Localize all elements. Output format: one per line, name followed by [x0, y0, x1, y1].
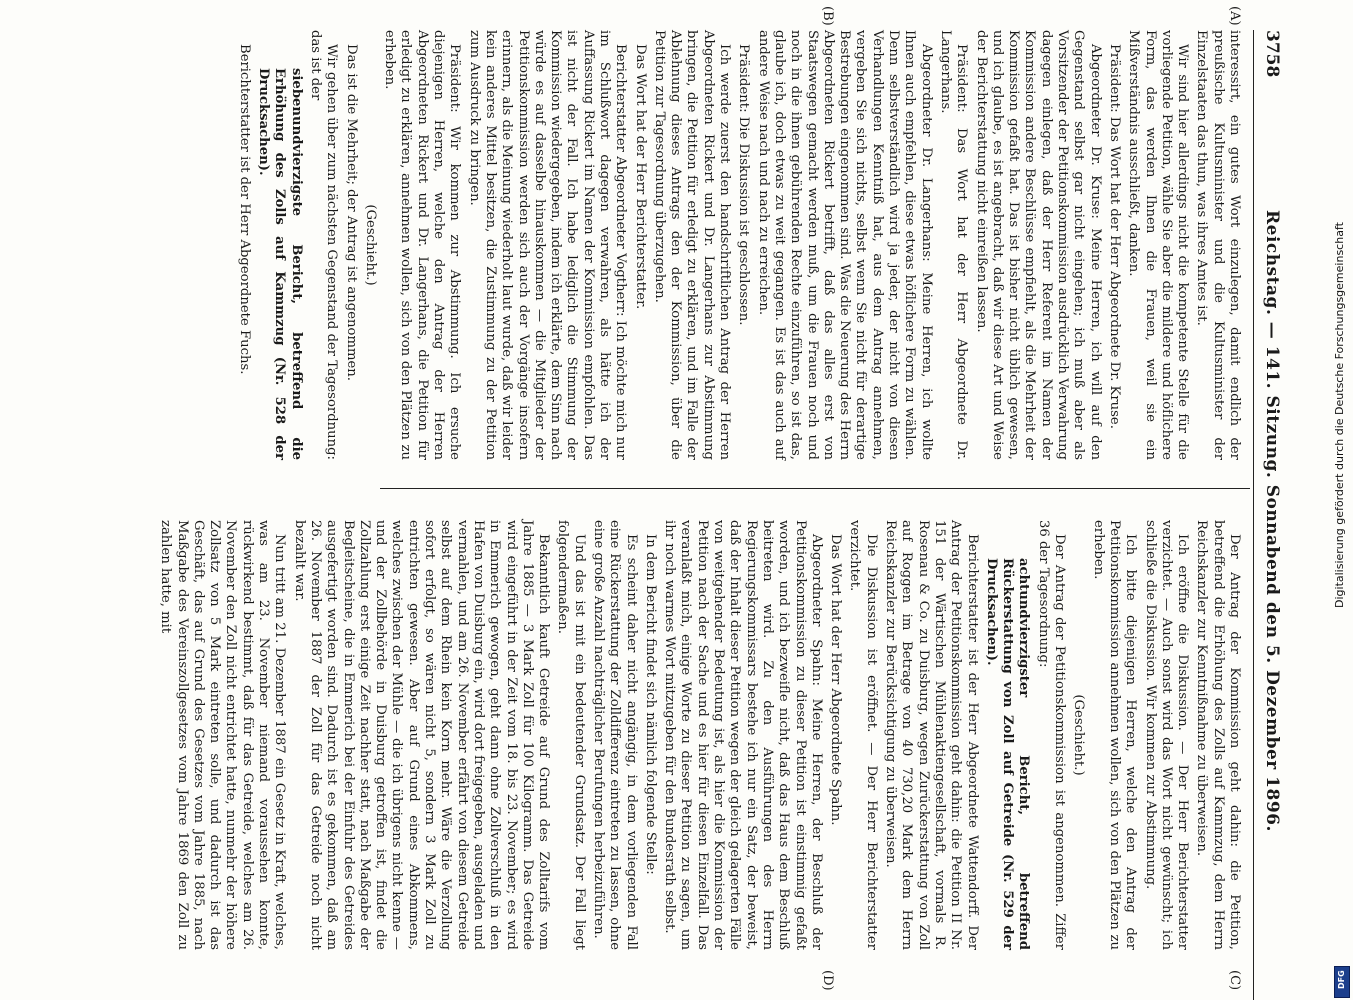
paragraph: Ich bitte diejenigen Herren, welche den Antrag der Petitionskommission annehmen wollen, sich von den Plätzen zu erheben.	[1090, 520, 1139, 950]
column-divider	[380, 488, 1250, 489]
page-number: 3758	[1262, 30, 1282, 78]
paragraph: Das ist die Mehrheit; der Antrag ist angenommen.	[343, 44, 359, 381]
paragraph: Der Antrag der Kommission geht dahin: die Petition, betreffend die Erhöhung des Zolls auf Kammzug, dem Herrn Reichskanzler zur Kenntnißnahme zu überweisen.	[1194, 520, 1242, 950]
credit-text: Digitalisierung gefördert durch die Deutsche Forschungsgemeinschaft	[1333, 222, 1346, 608]
paragraph: Präsident: Wir kommen zur Abstimmung. Ich ersuche diejenigen Herren, welche den Antrag der Herren Abgeordneten Rickert und Dr. Langerhans, die Petition für erledigt zu erklären, annehmen wollen, sich von den Plätzen zu erheben.	[382, 30, 463, 460]
margin-mark-b: (B)	[820, 6, 835, 26]
margin-mark-c: (C)	[1227, 970, 1242, 991]
paragraph: Präsident: Das Wort hat der Herr Abgeordnete Dr. Kruse.	[1106, 44, 1122, 429]
paragraph: Abgeordneter Dr. Langerhans: Meine Herren, ich wollte Ihnen auch empfehlen, diese etwas höflichere Form zu wählen. Denn selbstverständlich wird ja jeder, der nicht von diesen Verhandlungen Kenntniß hat, aus dem Antrag annehmen, vergeben Sie sich nichts, selbst wenn Sie nicht für derartige Bestrebungen eingenommen sind. Was die Neuerung des Herrn Abgeordneten Rickert betrifft, daß das alles erst von Staatswegen gemacht werden muß, um die Frauen noch und noch in die ihnen gebührenden Rechte einzuführen, so ist das, glaube ich, doch etwas zu weit gegangen. Es ist das auch auf andere Weise nach und nach zu erreichen.	[755, 30, 934, 460]
paragraph: siebenundvierzigste Bericht, betreffend die Erhöhung des Zolls auf Kammzug (Nr. 528 der Drucksachen).	[256, 68, 304, 460]
paragraph: Berichterstatter ist der Herr Abgeordnete Fuchs.	[236, 44, 252, 375]
paragraph: Wir sind hier allerdings nicht die kompetente Stelle für die vorliegende Petition, wähle Sie aber die mildere und höflichere Form, das werden Ihnen die Frauen, weil sie ein Mißverständnis ausschließt, danken.	[1126, 30, 1191, 460]
paragraph: Nun tritt am 21. Dezember 1887 ein Gesetz in Kraft, welches, was am 23. November niemand voraussehen konnte, rückwirkend bestimmt, daß für das Getreide, welches am 26. November den Zoll nicht entrichtet hatte, nunmehr der höhere Zollsatz von 5 Mark eintreten solle, und dadurch ist das Geschäft, das auf Grund des Gesetzes vom Jahre 1885, nach Maßgabe des Vereinszollgesetzes vom Jahre 1869 den Zoll zu zahlen hatte, mit	[158, 520, 288, 950]
paragraph: Ich eröffne die Diskussion. — Der Herr Berichterstatter verzichtet. — Auch sonst wird das Wort nicht gewünscht; ich schließe die Diskussion. Wir kommen zur Abstimmung.	[1142, 520, 1191, 950]
paragraph: Das Wort hat der Herr Berichterstatter.	[632, 44, 648, 310]
paragraph: Berichterstatter Abgeordneter Vogtherr: Ich möchte mich nur im Schlußwort dagegen verwahren, als hätte ich der Auffassung Rickert im Namen der Kommission empfohlen. Das ist nicht der Fall. Ich habe lediglich die Stimmung der Kommission wiedergegeben, indem ich erklärte, dem Sinn nach würde es auf dasselbe hinauskommen — die Mitglieder der Petitionskommission werden sich auch der Vorgänge insofern erinnern, als die Meinung wiederholt laut wurde, daß wir leider kein anderes Mittel besitzen, die Zustimmung zu der Petition zum Ausdruck zu bringen.	[466, 30, 629, 460]
left-column	[232, 30, 1242, 460]
paragraph: Ich werde zuerst den handschriftlichen Antrag der Herren Abgeordneten Rickert und Dr. Langerhans zur Abstimmung bringen, die Petition für erledigt zu erklären, und im Falle der Ablehnung dieses Antrags den der Kommission, über die Petition zur Tagesordnung überzugehen.	[651, 30, 733, 460]
header-rule	[1253, 30, 1254, 1000]
paragraph: Berichterstatter ist der Herr Abgeordnete Wattendorff. Der Antrag der Petitionskommission geht dahin: die Petition II Nr. 151 der Wärtischen Mühlenaktiengesellschaft, vormals R. Rosenau & Co. zu Duisburg, wegen Zurückerstattung von Zoll auf Roggen im Betrage von 40 730,20 Mark dem Herrn Reichskanzler zur Berücksichtigung zu überweisen.	[883, 520, 980, 950]
paragraph: Wir gehen über zum nächsten Gegenstand der Tagesordnung: das ist der	[307, 30, 340, 461]
paragraph: interessirt, ein gutes Wort einzulegen, damit endlich der preußische Kultusminister und die Kultusminister der Einzelstaaten das thun, was ihres Amtes ist.	[1194, 30, 1242, 460]
paragraph: Der Antrag der Petitionskommission ist angenommen. Ziffer 36 der Tagesordnung:	[1035, 520, 1068, 950]
paragraph: Und das ist mit ein bedeutender Grundsatz. Der Fall liegt folgendermaßen.	[555, 520, 587, 950]
running-title: Reichstag. — 141. Sitzung. Sonnabend den 5. Dezember 1896.	[1262, 210, 1282, 832]
dfg-logo-text: DFG	[1337, 970, 1346, 989]
right-column	[154, 520, 1242, 950]
paragraph: Die Diskussion ist eröffnet. — Der Herr Berichterstatter verzichtet.	[847, 520, 879, 950]
dfg-logo	[1334, 966, 1350, 998]
margin-mark-d: (D)	[820, 970, 835, 991]
paragraph: (Geschieht.)	[362, 204, 378, 286]
paragraph: Präsident: Die Diskussion ist geschlossen.	[736, 44, 752, 326]
paragraph: Bekanntlich kauft Getreide auf Grund des Zolltarifs vom Jahre 1885 — 3 Mark Zoll für 100 Kilogramm. Das Getreide wird eingeführt in der Zeit vom 18. bis 23. November; es wird in Emmerich gewogen, geht dann ohne Zollverschluß in den Hafen von Duisburg ein, wird dort freigegeben, ausgeladen und vermahlen, und am 26. November erfährt von diesem Getreide selbst auf dem Rhein kein Korn mehr. Wäre die Verzollung sofort erfolgt, so wären nicht 5, sondern 3 Mark Zoll zu entrichten gewesen. Aber auf Grund eines Abkommens, welches zwischen der Mühle — die ich übrigens nicht kenne — und der Zollbehörde in Duisburg getroffen ist, findet die Zollzahlung erst einige Zeit nachher statt, nach Maßgabe der Begleitscheine, die in Emmerich bei der Einfuhr des Getreides ausgefertigt worden sind. Dadurch ist es gekommen, daß am 26. November 1887 der Zoll für das Getreide noch nicht bezahlt war.	[291, 520, 552, 950]
page-header	[1256, 30, 1282, 970]
margin-mark-a: (A)	[1227, 6, 1242, 26]
paragraph: Präsident: Das Wort hat der Herr Abgeordnete Dr. Langerhans.	[937, 30, 970, 460]
paragraph: Das Wort hat der Herr Abgeordnete Spahn.	[828, 534, 844, 826]
paragraph: In dem Bericht findet sich nämlich folgende Stelle:	[642, 534, 658, 875]
paragraph: achtundvierzigster Bericht, betreffend Rückerstattung von Zoll auf Getreide (Nr. 529 der Drucksachen).	[983, 558, 1032, 950]
paragraph: Abgeordneter Dr. Kruse: Meine Herren, ich will auf den Gegenstand selbst gar nicht eingehen; ich muß aber als Vorsitzender der Petitionskommission ausdrücklich Verwahrung dagegen einlegen, daß der Herr Referent im Namen der Kommission andere Beschlüsse empfiehlt, als die Mehrheit der Kommission gefaßt hat. Das ist bisher nicht üblich gewesen, und ich glaube, es ist angebracht, daß wir diese Art und Weise der Berichterstattung nicht einreißen lassen.	[973, 30, 1103, 460]
paragraph: Abgeordneter Spahn: Meine Herren, der Beschluß der Petitionskommission zu dieser Petition ist einstimmig gefaßt worden, und ich bezweifle nicht, daß das Haus dem Beschluß beitreten wird. Zu den Ausführungen des Herrn Regierungskommissars bestehe ich nur ein Satz, der beweist, daß der Inhalt dieser Petition wegen der gleich gelagerten Fälle von weitgehender Bedeutung ist, als hier die Kommission der Petition nach der Sache und es hier für diesen Einzelfall. Das veranlaßt mich, einige Worte zu dieser Petition zu sagen, um ihr noch warmes Wort mitzugeben für den Bundesrath selbst.	[662, 520, 824, 950]
paragraph: Es scheint daher nicht angängig, in dem vorliegenden Fall eine Rückerstattung der Zolldifferenz eintreten zu lassen, ohne eine große Anzahl nachträglicher Berufungen herbeizuführen.	[591, 520, 639, 950]
paragraph: (Geschieht.)	[1071, 694, 1087, 776]
